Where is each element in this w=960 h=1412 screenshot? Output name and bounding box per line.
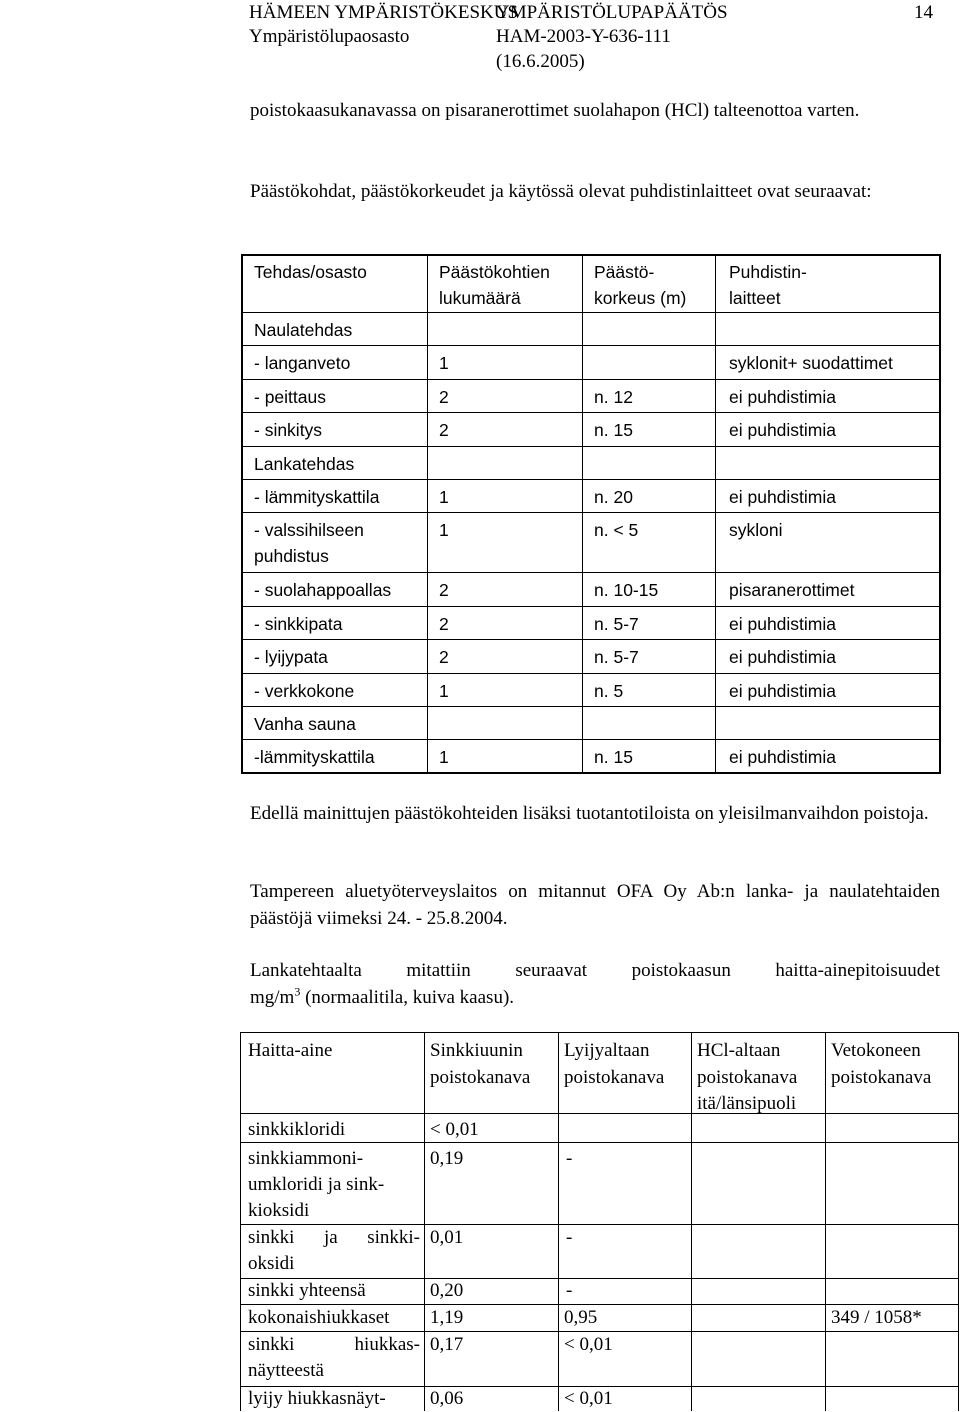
table-cell: 1,19 <box>430 1307 464 1328</box>
table-grid-line <box>243 379 939 380</box>
column-header-lead-bath: poistokanava <box>564 1067 665 1088</box>
table-cell: puhdistus <box>254 546 329 566</box>
table-cell: ei puhdistimia <box>729 681 836 701</box>
table-cell: ei puhdistimia <box>729 747 836 767</box>
table-cell: - peittaus <box>254 387 326 407</box>
table-cell: n. 15 <box>594 747 633 767</box>
table-cell: ei puhdistimia <box>729 614 836 634</box>
table-cell: umkloridi ja sink- <box>248 1174 385 1195</box>
table-grid-line <box>582 256 583 772</box>
table-cell: - sinkkipata <box>254 614 343 634</box>
table-cell: sinkkikloridi <box>248 1119 346 1140</box>
table-cell: ei puhdistimia <box>729 420 836 440</box>
doc-number: HAM-2003-Y-636-111 <box>496 26 671 47</box>
table-grid-line <box>715 256 716 772</box>
table-cell: - suolahappoallas <box>254 580 392 600</box>
table-cell: Naulatehdas <box>254 320 353 340</box>
table-cell: n. 20 <box>594 487 633 507</box>
column-header-plant: Tehdas/osasto <box>254 262 367 282</box>
table-cell: 1 <box>439 353 449 373</box>
table-grid-line <box>243 706 939 707</box>
table-cell: n. 15 <box>594 420 633 440</box>
page-number: 14 <box>914 2 933 23</box>
paragraph-emission-points-intro: Päästökohdat, päästökorkeudet ja käytössä olevat puhdistinlaitteet ovat seuraavat: <box>250 181 872 202</box>
table-cell: - valssihilseen <box>254 520 364 540</box>
column-header-drawing-machine: Vetokoneen <box>831 1040 921 1061</box>
column-header-zinc-furnace: poistokanava <box>430 1067 531 1088</box>
table-cell: oksidi <box>248 1253 295 1274</box>
table-grid-line <box>424 1032 425 1411</box>
table-grid-line <box>243 606 939 607</box>
table-cell: syklonit+ suodattimet <box>729 353 893 373</box>
table-cell: - langanveto <box>254 353 351 373</box>
table-cell: 0,19 <box>430 1148 464 1169</box>
table-cell: ei puhdistimia <box>729 647 836 667</box>
table-cell: - lämmityskattila <box>254 487 380 507</box>
table-cell: lyijy hiukkasnäyt- <box>248 1388 386 1409</box>
table-cell: sinkkiammoni- <box>248 1148 364 1169</box>
unit-tail: (normaalitila, kuiva kaasu). <box>300 987 515 1008</box>
table-cell: 0,01 <box>430 1227 464 1248</box>
table-cell: 0,95 <box>564 1307 598 1328</box>
column-header-lead-bath: Lyijyaltaan <box>564 1040 650 1061</box>
table-cell: n. < 5 <box>594 520 639 540</box>
table-cell: 0,20 <box>430 1280 464 1301</box>
column-header-drawing-machine: poistokanava <box>831 1067 932 1088</box>
table-cell: - verkkokone <box>254 681 355 701</box>
table-cell: 2 <box>439 647 449 667</box>
table-cell: 2 <box>439 580 449 600</box>
table-cell: pisaranerottimet <box>729 580 855 600</box>
table-cell: -lämmityskattila <box>254 747 375 767</box>
table-cell: 0,06 <box>430 1388 464 1409</box>
table-grid-line <box>958 1032 959 1411</box>
doc-type: YMPÄRISTÖLUPAPÄÄTÖS <box>496 2 728 23</box>
table-grid-line <box>691 1032 692 1411</box>
unit-text: mg/m <box>250 987 295 1008</box>
unit-superscript: 3 <box>294 984 301 999</box>
table-grid-line <box>243 312 939 313</box>
table-cell: n. 10-15 <box>594 580 659 600</box>
table-cell: näytteestä <box>248 1360 324 1381</box>
concentrations-table <box>240 1032 959 1411</box>
table-cell: < 0,01 <box>430 1119 479 1140</box>
table-grid-line <box>243 673 939 674</box>
table-grid-line <box>243 572 939 573</box>
table-grid-line <box>427 256 428 772</box>
table-cell: 1 <box>439 520 449 540</box>
table-cell: < 0,01 <box>564 1388 613 1409</box>
table-grid-line <box>243 639 939 640</box>
table-grid-line <box>243 446 939 447</box>
table-cell: 2 <box>439 387 449 407</box>
column-header-count: lukumäärä <box>439 288 521 308</box>
table-cell: sykloni <box>729 520 783 540</box>
doc-date: (16.6.2005) <box>496 51 585 72</box>
table-grid-line <box>240 1032 241 1411</box>
table-cell: 2 <box>439 614 449 634</box>
table-cell: 349 / 1058* <box>831 1307 922 1328</box>
table-cell: - <box>566 1280 573 1301</box>
column-header-height: korkeus (m) <box>594 288 687 308</box>
table-cell: n. 5 <box>594 681 624 701</box>
table-grid-line <box>243 412 939 413</box>
table-grid-line <box>240 1032 959 1033</box>
table-grid-line <box>243 739 939 740</box>
table-grid-line <box>243 479 939 480</box>
table-cell: n. 5-7 <box>594 614 639 634</box>
column-header-hcl-tank: itä/länsipuoli <box>697 1093 797 1114</box>
table-grid-line <box>240 1113 959 1114</box>
table-grid-line <box>825 1032 826 1411</box>
column-header-count: Päästökohtien <box>439 262 550 282</box>
table-cell: - <box>566 1227 573 1248</box>
org-department: Ympäristölupaosasto <box>249 26 410 47</box>
table-cell: sinkki hiukkas- <box>248 1334 420 1355</box>
table-cell: 2 <box>439 420 449 440</box>
table-cell: - sinkitys <box>254 420 323 440</box>
column-header-height: Päästö- <box>594 262 655 282</box>
paragraph-concentrations-intro: Lankatehtaalta mitattiin seuraavat poistokaasun haitta-ainepitoisuudet <box>250 960 940 981</box>
org-name: HÄMEEN YMPÄRISTÖKESKUS <box>249 2 519 23</box>
paragraph-measurement-info: Tampereen aluetyöterveyslaitos on mitannut OFA Oy Ab:n lanka- ja naulatehtaiden päästöjä viimeksi 24. - 25.8.2004. <box>250 881 940 929</box>
table-cell: kokonaishiukkaset <box>248 1307 390 1328</box>
table-cell: 1 <box>439 747 449 767</box>
table-cell: Vanha sauna <box>254 714 356 734</box>
paragraph-concentrations-unit <box>250 984 940 1011</box>
column-header-substance: Haitta-aine <box>248 1040 333 1061</box>
paragraph-general-ventilation: Edellä mainittujen päästökohteiden lisäksi tuotantotiloista on yleisilmanvaihdon poistoja. <box>250 803 929 824</box>
table-cell: 1 <box>439 681 449 701</box>
table-grid-line <box>243 512 939 513</box>
table-cell: n. 5-7 <box>594 647 639 667</box>
table-cell: sinkki ja sinkki- <box>248 1227 420 1248</box>
table-cell: 1 <box>439 487 449 507</box>
table-cell: kioksidi <box>248 1200 310 1221</box>
table-grid-line <box>243 345 939 346</box>
table-grid-line <box>558 1032 559 1411</box>
table-cell: sinkki yhteensä <box>248 1280 366 1301</box>
table-cell: n. 12 <box>594 387 633 407</box>
column-header-cleaners: Puhdistin- <box>729 262 807 282</box>
table-cell: ei puhdistimia <box>729 387 836 407</box>
table-cell: - lyijypata <box>254 647 328 667</box>
column-header-cleaners: laitteet <box>729 288 781 308</box>
table-cell: < 0,01 <box>564 1334 613 1355</box>
table-cell: 0,17 <box>430 1334 464 1355</box>
column-header-zinc-furnace: Sinkkiuunin <box>430 1040 523 1061</box>
table-cell: - <box>566 1148 573 1169</box>
column-header-hcl-tank: HCl-altaan <box>697 1040 781 1061</box>
paragraph-hcl-recovery: poistokaasukanavassa on pisaranerottimet suolahapon (HCl) talteenottoa varten. <box>250 100 860 121</box>
column-header-hcl-tank: poistokanava <box>697 1067 798 1088</box>
emission-points-table <box>241 254 941 774</box>
table-grid-line <box>240 1142 959 1143</box>
table-cell: ei puhdistimia <box>729 487 836 507</box>
table-cell: Lankatehdas <box>254 454 355 474</box>
